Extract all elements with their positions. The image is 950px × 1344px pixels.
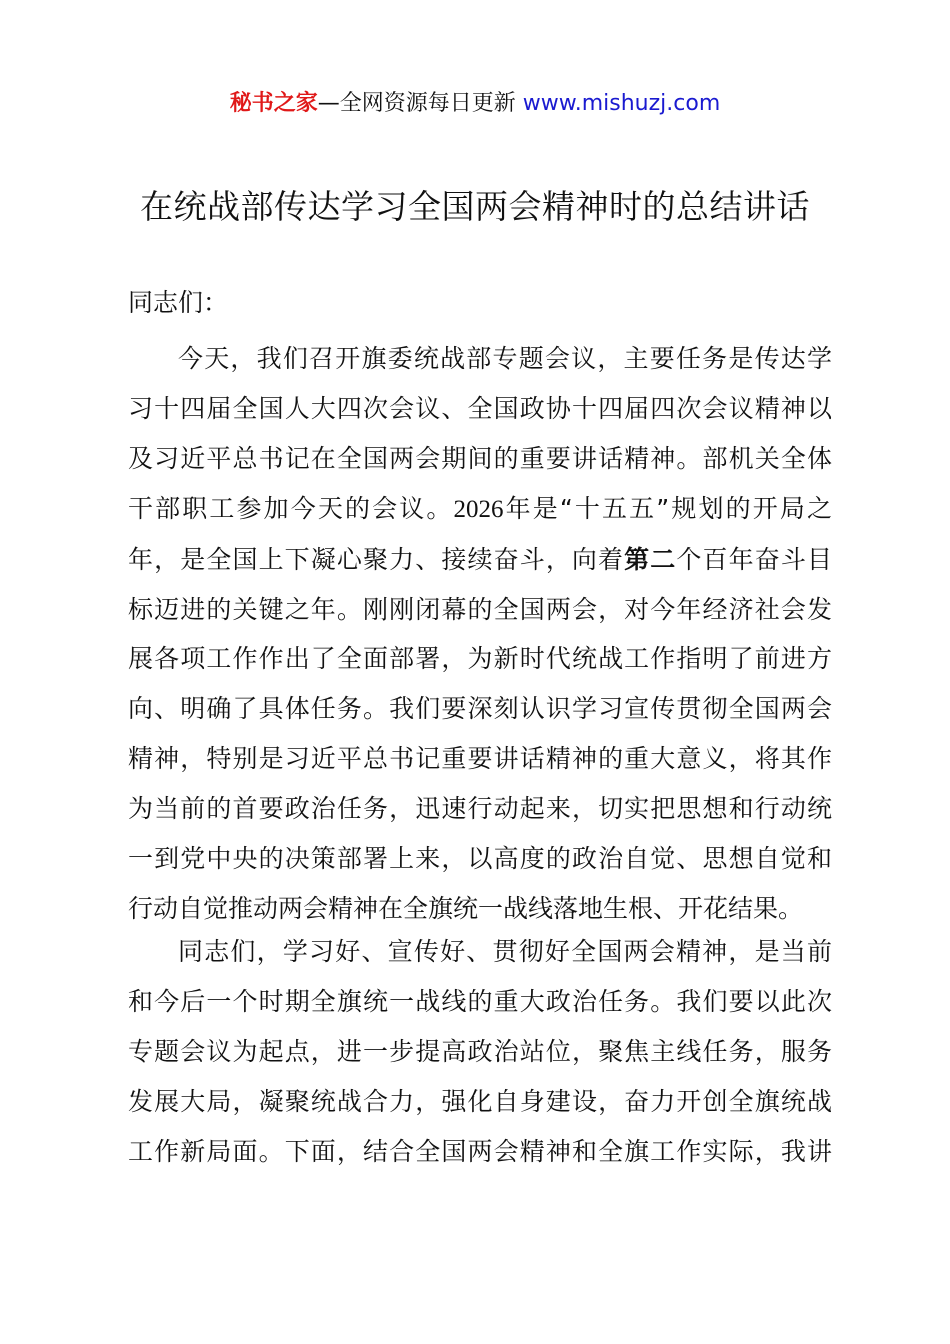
page-header <box>0 88 950 120</box>
text-line <box>128 535 832 585</box>
text-line: 发展大局，凝聚统战合力，强化自身建设，奋力开创全旗统战 <box>128 1086 832 1116</box>
text-line: 标迈进的关键之年。刚刚闭幕的全国两会，对今年经济社会发 <box>128 594 832 624</box>
text-line: 和今后一个时期全旗统一战线的重大政治任务。我们要以此次 <box>128 986 832 1016</box>
text-line: 行动自觉推动两会精神在全旗统一战线落地生根、开花结果。 <box>128 893 804 923</box>
document-title: 在统战部传达学习全国两会精神时的总结讲话 <box>140 187 810 226</box>
text-line: 习十四届全国人大四次会议、全国政协十四届四次会议精神以 <box>128 393 832 423</box>
text-line <box>128 484 832 535</box>
text-line: 专题会议为起点，进一步提高政治站位，聚焦主线任务，服务 <box>128 1036 832 1066</box>
text-line: 向、明确了具体任务。我们要深刻认识学习宣传贯彻全国两会 <box>128 694 832 724</box>
bold-text: 第二 <box>624 544 677 574</box>
text-line: 工作新局面。下面，结合全国两会精神和全旗工作实际，我讲 <box>128 1136 832 1166</box>
salutation: 同志们： <box>128 288 229 317</box>
text-line: 及习近平总书记在全国两会期间的重要讲话精神。部机关全体 <box>128 443 832 473</box>
text-line: 展各项工作作出了全面部署，为新时代统战工作指明了前进方 <box>128 644 832 674</box>
text-segment: 干部职工参加今天的会议。 <box>128 493 454 523</box>
text-segment: 个百年奋斗目 <box>676 544 832 574</box>
site-url-link[interactable]: www.mishuzj.com <box>522 91 721 116</box>
brand-name: 秘书之家 <box>229 91 318 116</box>
paragraph-2 <box>128 927 832 1177</box>
text-segment: 年是“十五五”规划的开局之 <box>503 493 832 523</box>
text-line: 一到党中央的决策部署上来，以高度的政治自觉、思想自觉和 <box>128 844 832 874</box>
text-line: 同志们，学习好、宣传好、贯彻好全国两会精神，是当前 <box>178 937 832 966</box>
text-segment: 年，是全国上下凝心聚力、接续奋斗，向着 <box>128 544 625 574</box>
paragraph-1 <box>128 334 832 934</box>
text-line: 为当前的首要政治任务，迅速行动起来，切实把思想和行动统 <box>128 794 832 824</box>
header-tagline: —全网资源每日更新 <box>317 91 523 116</box>
text-line: 今天，我们召开旗委统战部专题会议，主要任务是传达学 <box>178 344 832 373</box>
year-number: 2026 <box>453 495 504 523</box>
text-line: 精神，特别是习近平总书记重要讲话精神的重大意义，将其作 <box>128 744 832 774</box>
